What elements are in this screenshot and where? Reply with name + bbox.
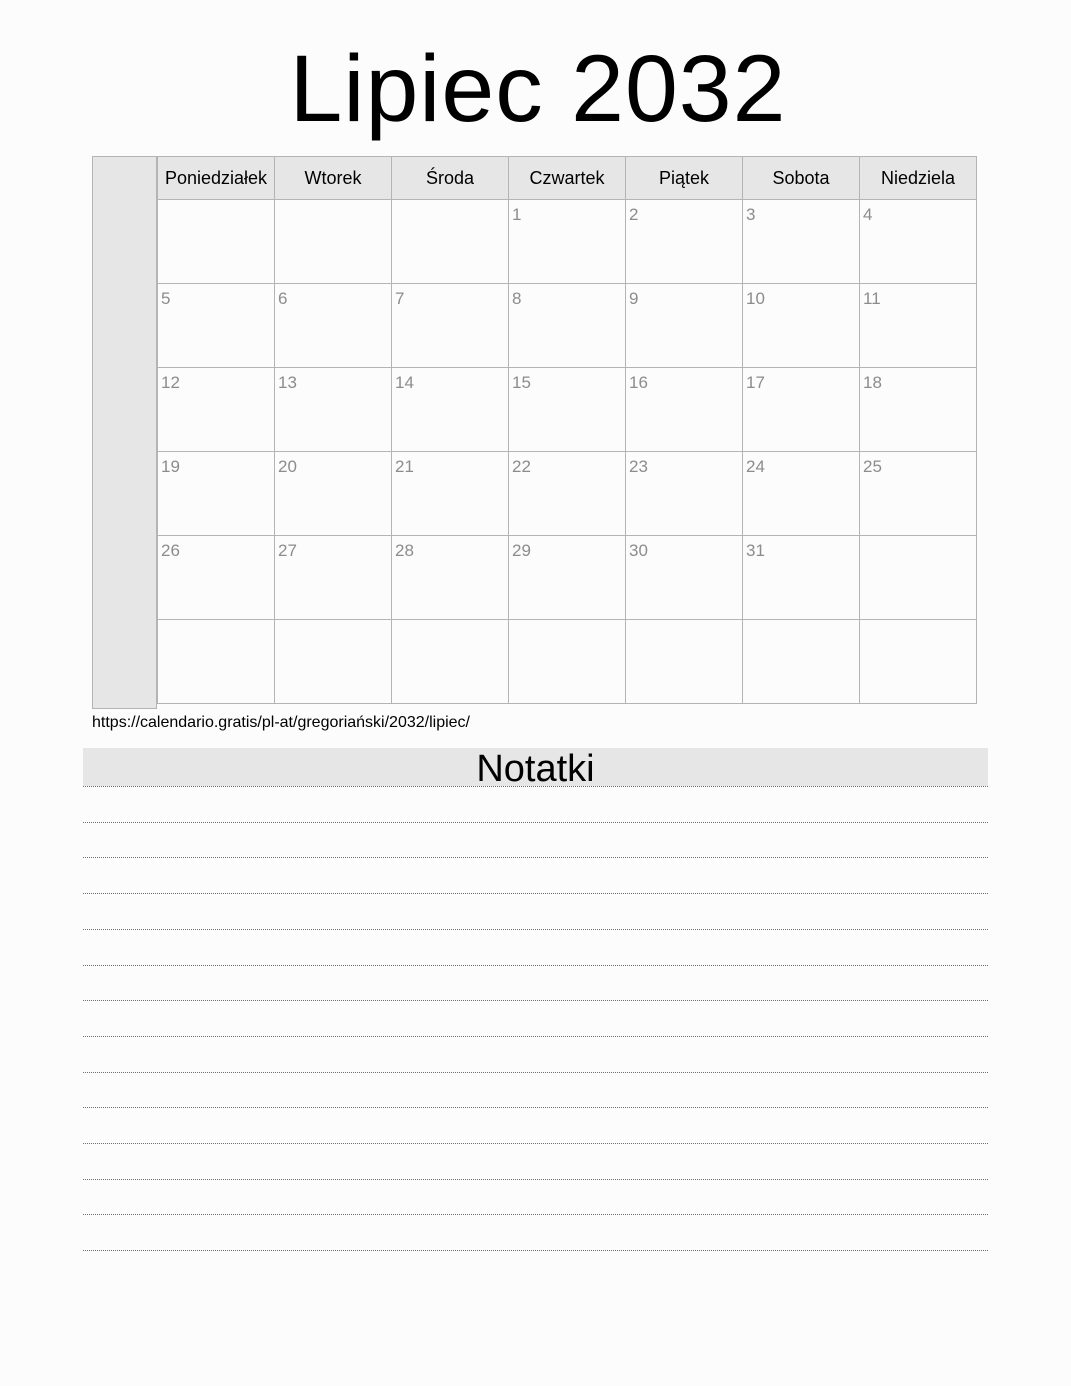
day-number: 15 bbox=[512, 373, 531, 392]
note-line bbox=[83, 1036, 988, 1037]
day-number: 4 bbox=[863, 205, 873, 224]
day-number bbox=[158, 200, 274, 205]
day-number bbox=[275, 200, 391, 205]
day-cell bbox=[743, 284, 860, 368]
day-number: 21 bbox=[395, 457, 414, 476]
day-number: 23 bbox=[629, 457, 648, 476]
weekday-header: Czwartek bbox=[509, 157, 626, 200]
day-number: 10 bbox=[746, 289, 765, 308]
day-number bbox=[626, 620, 742, 625]
day-number: 7 bbox=[395, 289, 405, 308]
day-number bbox=[392, 200, 508, 205]
weekday-header: Wtorek bbox=[275, 157, 392, 200]
day-cell bbox=[860, 284, 977, 368]
day-cell bbox=[626, 368, 743, 452]
week-row bbox=[158, 620, 977, 704]
note-line bbox=[83, 893, 988, 894]
week-row bbox=[158, 452, 977, 536]
note-line bbox=[83, 786, 988, 787]
note-line bbox=[83, 1107, 988, 1108]
day-cell bbox=[743, 368, 860, 452]
week-row bbox=[158, 284, 977, 368]
day-cell bbox=[860, 452, 977, 536]
weekday-header: Poniedziałek bbox=[158, 157, 275, 200]
day-cell bbox=[275, 536, 392, 620]
day-number bbox=[509, 620, 625, 625]
day-number: 8 bbox=[512, 289, 522, 308]
day-number: 29 bbox=[512, 541, 531, 560]
day-number bbox=[860, 536, 976, 541]
note-line bbox=[83, 965, 988, 966]
day-cell bbox=[860, 200, 977, 284]
day-cell bbox=[275, 452, 392, 536]
day-cell bbox=[626, 452, 743, 536]
day-cell bbox=[275, 368, 392, 452]
day-cell bbox=[626, 200, 743, 284]
day-number: 5 bbox=[161, 289, 171, 308]
day-number: 31 bbox=[746, 541, 765, 560]
day-cell bbox=[743, 452, 860, 536]
day-number: 12 bbox=[161, 373, 180, 392]
day-number: 11 bbox=[863, 289, 881, 308]
day-cell bbox=[158, 452, 275, 536]
day-cell bbox=[392, 536, 509, 620]
week-number-column bbox=[92, 156, 157, 709]
day-cell bbox=[626, 536, 743, 620]
day-number: 26 bbox=[161, 541, 180, 560]
day-number: 14 bbox=[395, 373, 414, 392]
calendar-grid bbox=[157, 156, 977, 704]
day-number: 2 bbox=[629, 205, 639, 224]
day-number: 3 bbox=[746, 205, 756, 224]
note-line bbox=[83, 929, 988, 930]
day-number: 16 bbox=[629, 373, 648, 392]
day-cell bbox=[158, 536, 275, 620]
day-cell bbox=[275, 620, 392, 704]
week-row bbox=[158, 536, 977, 620]
day-number: 9 bbox=[629, 289, 639, 308]
day-number: 30 bbox=[629, 541, 648, 560]
day-cell bbox=[743, 200, 860, 284]
day-number: 28 bbox=[395, 541, 414, 560]
day-cell bbox=[158, 368, 275, 452]
weekday-header-row bbox=[158, 157, 977, 200]
weekday-header: Sobota bbox=[743, 157, 860, 200]
day-number: 20 bbox=[278, 457, 297, 476]
week-row bbox=[158, 200, 977, 284]
day-cell bbox=[509, 536, 626, 620]
day-number bbox=[275, 620, 391, 625]
note-line bbox=[83, 1072, 988, 1073]
note-line bbox=[83, 822, 988, 823]
note-line bbox=[83, 1250, 988, 1251]
page-title: Lipiec 2032 bbox=[289, 36, 787, 142]
day-cell bbox=[158, 284, 275, 368]
day-cell bbox=[275, 200, 392, 284]
weekday-header: Niedziela bbox=[860, 157, 977, 200]
day-cell bbox=[158, 200, 275, 284]
day-cell bbox=[743, 620, 860, 704]
day-cell bbox=[743, 536, 860, 620]
day-cell bbox=[509, 620, 626, 704]
day-cell bbox=[626, 284, 743, 368]
day-number bbox=[743, 620, 859, 625]
day-cell bbox=[860, 368, 977, 452]
day-number: 6 bbox=[278, 289, 288, 308]
weekday-header: Piątek bbox=[626, 157, 743, 200]
day-number bbox=[158, 620, 274, 625]
week-row bbox=[158, 368, 977, 452]
day-number: 1 bbox=[512, 205, 522, 224]
source-link[interactable]: https://calendario.gratis/pl-at/gregoriański/2032/lipiec/ bbox=[92, 714, 470, 731]
day-cell bbox=[275, 284, 392, 368]
day-cell bbox=[392, 284, 509, 368]
note-line bbox=[83, 1214, 988, 1215]
day-cell bbox=[392, 200, 509, 284]
note-line bbox=[83, 1143, 988, 1144]
day-number bbox=[860, 620, 976, 625]
day-cell bbox=[509, 200, 626, 284]
day-number: 25 bbox=[863, 457, 882, 476]
note-line bbox=[83, 857, 988, 858]
day-cell bbox=[392, 452, 509, 536]
day-number: 22 bbox=[512, 457, 531, 476]
notes-title: Notatki bbox=[83, 748, 988, 786]
day-cell bbox=[860, 620, 977, 704]
day-cell bbox=[860, 536, 977, 620]
day-cell bbox=[158, 620, 275, 704]
day-cell bbox=[392, 368, 509, 452]
day-number: 17 bbox=[746, 373, 765, 392]
note-line bbox=[83, 1000, 988, 1001]
day-number: 18 bbox=[863, 373, 882, 392]
day-cell bbox=[509, 284, 626, 368]
day-number: 13 bbox=[278, 373, 297, 392]
day-cell bbox=[626, 620, 743, 704]
note-line bbox=[83, 1179, 988, 1180]
day-number: 24 bbox=[746, 457, 765, 476]
day-number: 27 bbox=[278, 541, 297, 560]
day-number: 19 bbox=[161, 457, 180, 476]
day-number bbox=[392, 620, 508, 625]
day-cell bbox=[509, 368, 626, 452]
weekday-header: Środa bbox=[392, 157, 509, 200]
day-cell bbox=[509, 452, 626, 536]
day-cell bbox=[392, 620, 509, 704]
